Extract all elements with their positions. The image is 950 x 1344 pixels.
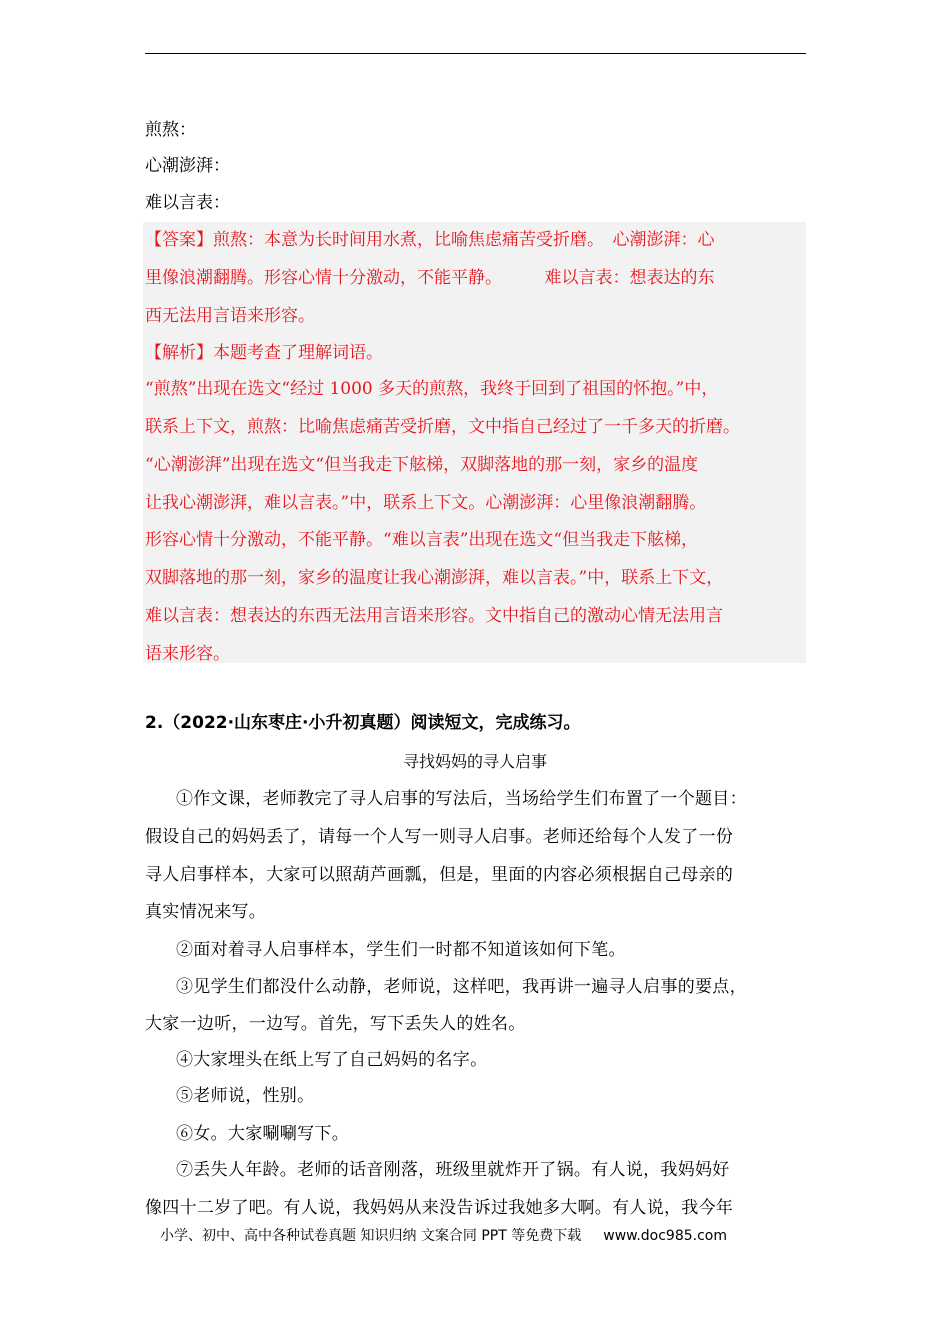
answer-box xyxy=(143,222,806,663)
article-line: 寻人启事样本，大家可以照葫芦画瓢，但是，里面的内容必须根据自己母亲的 xyxy=(145,865,734,885)
footer xyxy=(160,1227,727,1245)
answer-line: 【答案】煎熬：本意为长时间用水煮，比喻焦虑痛苦受折磨。 心潮澎湃：心 xyxy=(145,230,715,250)
footer-text: 小学、初中、高中各种试卷真题 知识归纳 文案合同 PPT 等免费下载 xyxy=(160,1228,582,1244)
article-line: ⑥女。大家唰唰写下。 xyxy=(176,1124,349,1144)
article-line: 假设自己的妈妈丢了，请每一个人写一则寻人启事。老师还给每个人发了一份 xyxy=(145,827,734,847)
article-line: ①作文课，老师教完了寻人启事的写法后，当场给学生们布置了一个题目： xyxy=(176,789,747,809)
footer-url[interactable]: www.doc985.com xyxy=(603,1228,727,1244)
analysis-line: 让我心潮澎湃，难以言表。”中，联系上下文。心潮澎湃：心里像浪潮翻腾。 xyxy=(145,493,707,513)
analysis-line: “心潮澎湃”出现在选文“但当我走下舷梯，双脚落地的那一刻，家乡的温度 xyxy=(145,455,699,475)
question-2-heading: 2.（2022·山东枣庄·小升初真题）阅读短文，完成练习。 xyxy=(145,713,581,733)
analysis-line: 语来形容。 xyxy=(145,644,230,664)
article-line: 像四十二岁了吧。有人说，我妈妈从来没告诉过我她多大啊。有人说，我今年 xyxy=(145,1198,734,1218)
header-rule xyxy=(145,53,806,54)
article-line: ⑦丢失人年龄。老师的话音刚落，班级里就炸开了锅。有人说，我妈妈好 xyxy=(176,1160,730,1180)
article-title: 寻找妈妈的寻人启事 xyxy=(402,752,547,771)
analysis-line: 联系上下文，煎熬：比喻焦虑痛苦受折磨，文中指自己经过了一千多天的折磨。 xyxy=(145,417,740,437)
article-line: ⑤老师说，性别。 xyxy=(176,1086,315,1106)
term-jianao: 煎熬： xyxy=(145,120,196,140)
article-line: ②面对着寻人启事样本，学生们一时都不知道该如何下笔。 xyxy=(176,940,626,960)
analysis-line: 形容心情十分激动，不能平静。“难以言表”出现在选文“但当我走下舷梯， xyxy=(145,530,699,550)
article-line: ③见学生们都没什么动静，老师说，这样吧，我再讲一遍寻人启事的要点， xyxy=(176,977,747,997)
analysis-heading: 【解析】本题考查了理解词语。 xyxy=(145,343,383,363)
term-nanyi: 难以言表： xyxy=(145,193,230,213)
article-line: 大家一边听，一边写。首先，写下丢失人的姓名。 xyxy=(145,1014,526,1034)
article-line: ④大家埋头在纸上写了自己妈妈的名字。 xyxy=(176,1050,488,1070)
article-line: 真实情况来写。 xyxy=(145,902,267,922)
analysis-line: 双脚落地的那一刻，家乡的温度让我心潮澎湃，难以言表。”中，联系上下文， xyxy=(145,568,724,588)
analysis-line: “煎熬”出现在选文“经过 1000 多天的煎熬，我终于回到了祖国的怀抱。”中， xyxy=(145,379,719,399)
analysis-line: 难以言表：想表达的东西无法用言语来形容。文中指自己的激动心情无法用言 xyxy=(145,606,723,626)
term-xinchao: 心潮澎湃： xyxy=(145,156,230,176)
answer-line: 里像浪潮翻腾。形容心情十分激动，不能平静。 难以言表：想表达的东 xyxy=(145,268,715,288)
answer-line: 西无法用言语来形容。 xyxy=(145,306,315,326)
